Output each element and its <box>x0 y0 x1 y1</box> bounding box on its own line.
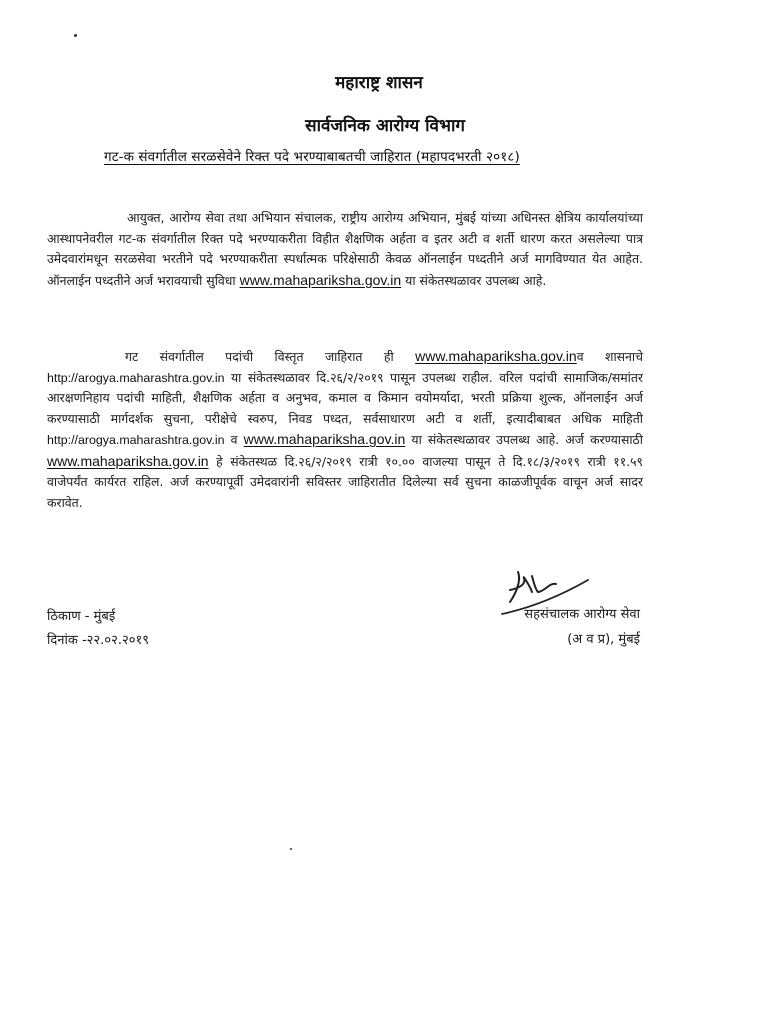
paragraph-details-text: व <box>230 432 238 447</box>
arogya-url[interactable]: http://arogya.maharashtra.gov.in <box>47 370 225 385</box>
paragraph-details-text: या संकेतस्थळावर उपलब्ध आहे. अर्ज करण्यासाठी <box>411 432 643 447</box>
signatory-designation: सहसंचालक आरोग्य सेवा <box>524 607 640 622</box>
arogya-url[interactable]: http://arogya.maharashtra.gov.in <box>47 433 225 447</box>
paragraph-intro-tail: या संकेतस्थळावर उपलब्ध आहे. <box>405 272 547 288</box>
paragraph-details-text: हे संकेतस्थळ दि.२६/२/२०१९ रात्री १०.०० वाजल्या पासून ते दि.१८/३/२०१९ रात्री ११.५९ वाजेपर्यंत कार्यरत राहिल. अर्ज करण्यापूर्वी उमेदवारांनी सविस्तर जाहिरातीत दिलेल्या सर्व सुचना काळजीपूर्वक वाचून अर्ज सादर करावेत. <box>47 453 643 510</box>
scan-speck <box>290 848 292 850</box>
paragraph-details-text: गट संवर्गातील पदांची विस्तृत जाहिरात ही <box>125 349 394 364</box>
paragraph-details-text: या संकेतस्थळावर दि.२६/२/२०१९ पासून उपलब्ध राहील. वरिल पदांची सामाजिक/समांतर आरक्षणनिहाय पदांची माहिती, शैक्षणिक अर्हता व अनुभव, कमाल व किमान वयोमर्यादा, भरती प्रक्रिया शुल्क, ऑनलाईन अर्ज करण्यासाठी मार्गदर्शक सुचना, परीक्षेचे स्वरुप, निवड पध्दत, सर्वसाधारण अटी व शर्ती, इत्यादीबाबत अधिक माहिती <box>47 369 643 426</box>
notice-subject: गट-क संवर्गातील सरळसेवेने रिक्त पदे भरण्याबाबतची जाहिरात (महापदभरती २०१८) <box>104 149 520 165</box>
mahapariksha-link[interactable]: www.mahapariksha.gov.in <box>47 452 209 469</box>
scan-speck <box>74 34 77 37</box>
paragraph-details-text: व शासनाचे <box>576 349 643 364</box>
signatory-office: (अ व प्र), मुंबई <box>567 632 640 647</box>
department-title: सार्वजनिक आरोग्य विभाग <box>305 116 465 136</box>
mahapariksha-link[interactable]: www.mahapariksha.gov.in <box>239 271 402 288</box>
place-label: ठिकाण - मुंबई <box>47 609 116 624</box>
paragraph-details <box>47 346 643 513</box>
date-label: दिनांक -२२.०२.२०१९ <box>47 633 150 648</box>
government-title: महाराष्ट्र शासन <box>335 73 423 93</box>
paragraph-intro-text: आयुक्त, आरोग्य सेवा तथा अभियान संचालक, राष्ट्रीय आरोग्य अभियान, मुंबई यांच्या अधिनस्त क्षेत्रिय कार्यालयांच्या आस्थापनेवरील गट-क संवर्गातील रिक्त पदे भरण्याकरीता विहीत शैक्षणिक अर्हता व इतर अटी व शर्ती धारण करत असलेल्या पात्र उमेदवारांमधून सरळसेवा भरतीने पदे भरण्याकरीता स्पर्धात्मक परिक्षेसाठी केवळ ऑनलाईन पध्दतीने अर्ज मागविण्यात येत आहेत. ऑनलाईन पध्दतीने अर्ज भरावयाची सुविधा <box>47 210 643 288</box>
mahapariksha-link[interactable]: www.mahapariksha.gov.in <box>415 348 577 364</box>
mahapariksha-link[interactable]: www.mahapariksha.gov.in <box>243 431 406 447</box>
paragraph-intro <box>47 208 643 291</box>
